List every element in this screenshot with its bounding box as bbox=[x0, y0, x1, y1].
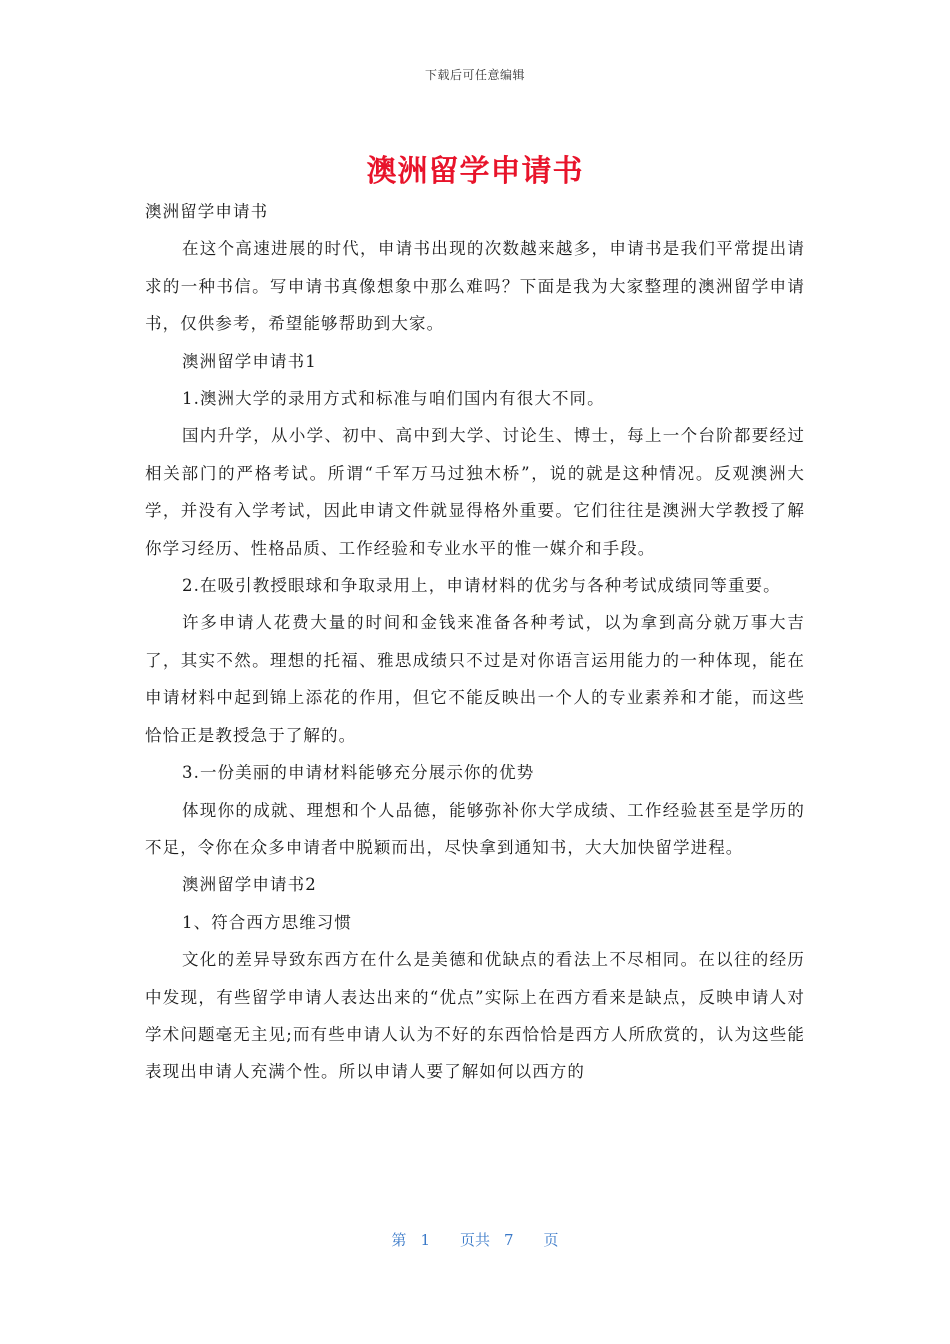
document-title: 澳洲留学申请书 bbox=[366, 154, 584, 189]
body-paragraph: 澳洲留学申请书 bbox=[145, 202, 269, 221]
body-paragraph: 澳洲留学申请书2 bbox=[182, 875, 317, 895]
footer-page-total: 7 bbox=[504, 1231, 514, 1249]
footer-page-mid: 页共 bbox=[459, 1231, 490, 1249]
body-paragraph: 许多申请人花费大量的时间和金钱来准备各种考试，以为拿到高分就万事大吉了，其实不然。理想的托福、雅思成绩只不过是对你语言运用能力的一种体现，能在申请材料中起到锦上添花的作用，但它不能反映出一个人的专业素养和才能，而这些恰恰正是教授急于了解的。 bbox=[145, 613, 805, 745]
body-paragraph: 体现你的成就、理想和个人品德，能够弥补你大学成绩、工作经验甚至是学历的不足，令你在众多申请者中脱颖而出，尽快拿到通知书，大大加快留学进程。 bbox=[145, 800, 805, 857]
body-paragraph: 3.一份美丽的申请材料能够充分展示你的优势 bbox=[182, 763, 535, 783]
body-paragraph: 1、符合西方思维习惯 bbox=[182, 912, 352, 932]
document-body bbox=[145, 193, 805, 1091]
footer-page-suffix: 页 bbox=[543, 1231, 559, 1249]
footer-page-prefix: 第 bbox=[391, 1231, 407, 1249]
body-paragraph: 在这个高速进展的时代，申请书出现的次数越来越多，申请书是我们平常提出请求的一种书信。写申请书真像想象中那么难吗？下面是我为大家整理的澳洲留学申请书，仅供参考，希望能够帮助到大家。 bbox=[145, 239, 805, 334]
body-paragraph: 2.在吸引教授眼球和争取录用上，申请材料的优劣与各种考试成绩同等重要。 bbox=[182, 576, 781, 596]
footer-page-number: 1 bbox=[420, 1231, 430, 1249]
body-paragraph: 文化的差异导致东西方在什么是美德和优缺点的看法上不尽相同。在以往的经历中发现，有些留学申请人表达出来的“优点”实际上在西方看来是缺点，反映申请人对学术问题毫无主见;而有些申请人认为不好的东西恰恰是西方人所欣赏的，认为这些能表现出申请人充满个性。所以申请人要了解如何以西方的 bbox=[145, 950, 805, 1082]
body-paragraph: 国内升学，从小学、初中、高中到大学、讨论生、博士，每上一个台阶都要经过相关部门的严格考试。所谓“千军万马过独木桥”，说的就是这种情况。反观澳洲大学，并没有入学考试，因此申请文件就显得格外重要。它们往往是澳洲大学教授了解你学习经历、性格品质、工作经验和专业水平的惟一媒介和手段。 bbox=[145, 426, 805, 558]
body-paragraph: 1.澳洲大学的录用方式和标准与咱们国内有很大不同。 bbox=[182, 389, 605, 409]
page-footer bbox=[0, 1229, 950, 1250]
header-note: 下载后可任意编辑 bbox=[424, 68, 525, 82]
body-paragraph: 澳洲留学申请书1 bbox=[182, 351, 317, 371]
